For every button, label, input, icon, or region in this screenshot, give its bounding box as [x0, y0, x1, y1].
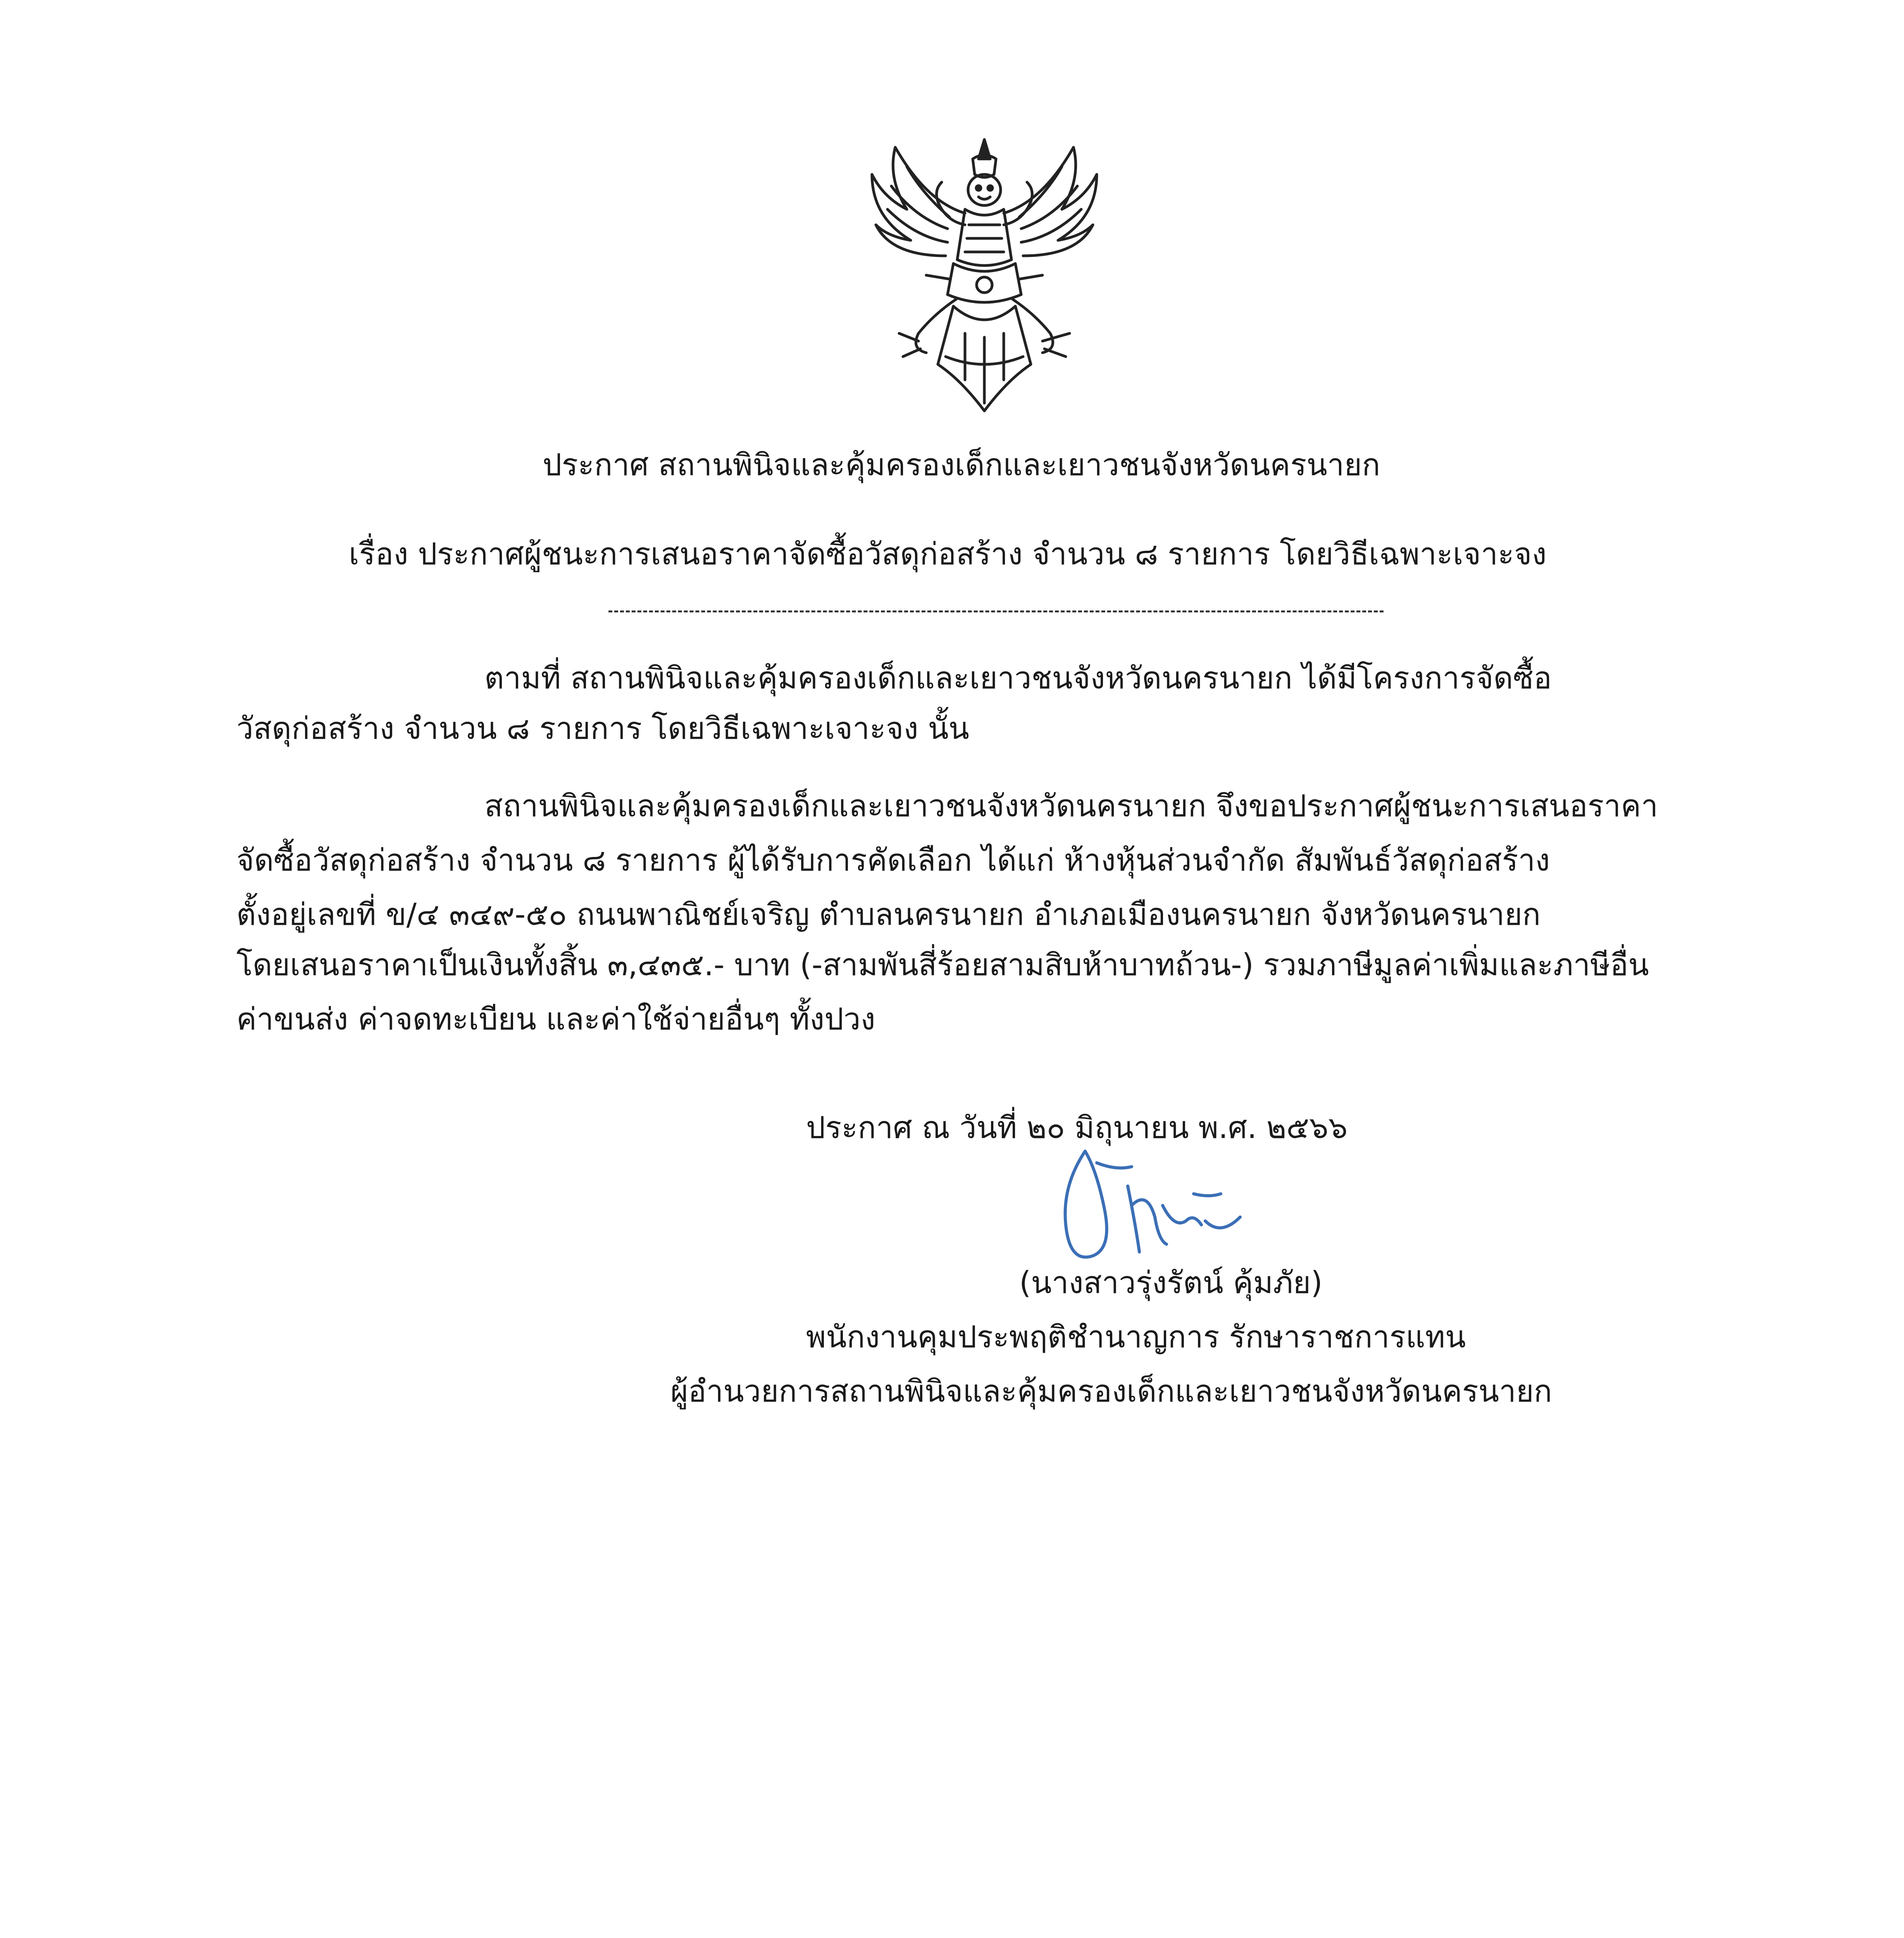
announcement-date: ประกาศ ณ วันที่ ๒๐ มิถุนายน พ.ศ. ๒๕๖๖: [806, 1110, 1348, 1145]
signer-name: (นางสาวรุ่งรัตน์ คุ้มภัย): [1019, 1266, 1323, 1300]
garuda-emblem-icon: [849, 132, 1120, 426]
signer-acting-for: ผู้อำนวยการสถานพินิจและคุ้มครองเด็กและเยาวชนจังหวัดนครนายก: [670, 1374, 1552, 1409]
paragraph-2-line: โดยเสนอราคาเป็นเงินทั้งสิ้น ๓,๔๓๕.- บาท (-สามพันสี่ร้อยสามสิบห้าบาทถ้วน-) รวมภาษีมูลค่าเพิ่มและภาษีอื่น: [236, 948, 1649, 983]
paragraph-2-line: ค่าขนส่ง ค่าจดทะเบียน และค่าใช้จ่ายอื่นๆ ทั้งปวง: [236, 1002, 875, 1037]
paragraph-1-line: ตามที่ สถานพินิจและคุ้มครองเด็กและเยาวชนจังหวัดนครนายก ได้มีโครงการจัดซื้อ: [484, 661, 1552, 696]
document-subject: เรื่อง ประกาศผู้ชนะการเสนอราคาจัดซื้อวัสดุก่อสร้าง จำนวน ๘ รายการ โดยวิธีเฉพาะเจาะจง: [349, 537, 1547, 572]
signature-image: [1039, 1140, 1256, 1279]
paragraph-2-line: จัดซื้อวัสดุก่อสร้าง จำนวน ๘ รายการ ผู้ได้รับการคัดเลือก ได้แก่ ห้างหุ้นส่วนจำกัด สัมพันธ์วัสดุก่อสร้าง: [236, 843, 1550, 878]
paragraph-2-line: สถานพินิจและคุ้มครองเด็กและเยาวชนจังหวัดนครนายก จึงขอประกาศผู้ชนะการเสนอราคา: [484, 789, 1658, 824]
divider: [608, 610, 1384, 612]
signer-position: พนักงานคุมประพฤติชำนาญการ รักษาราชการแทน: [806, 1320, 1466, 1355]
paragraph-2-line: ตั้งอยู่เลขที่ ข/๔ ๓๔๙-๕๐ ถนนพาณิชย์เจริญ ตำบลนครนายก อำเภอเมืองนครนายก จังหวัดนครนายก: [236, 897, 1541, 932]
document-title: ประกาศ สถานพินิจและคุ้มครองเด็กและเยาวชนจังหวัดนครนายก: [543, 448, 1380, 483]
paragraph-1-line: วัสดุก่อสร้าง จำนวน ๘ รายการ โดยวิธีเฉพาะเจาะจง นั้น: [236, 711, 969, 746]
